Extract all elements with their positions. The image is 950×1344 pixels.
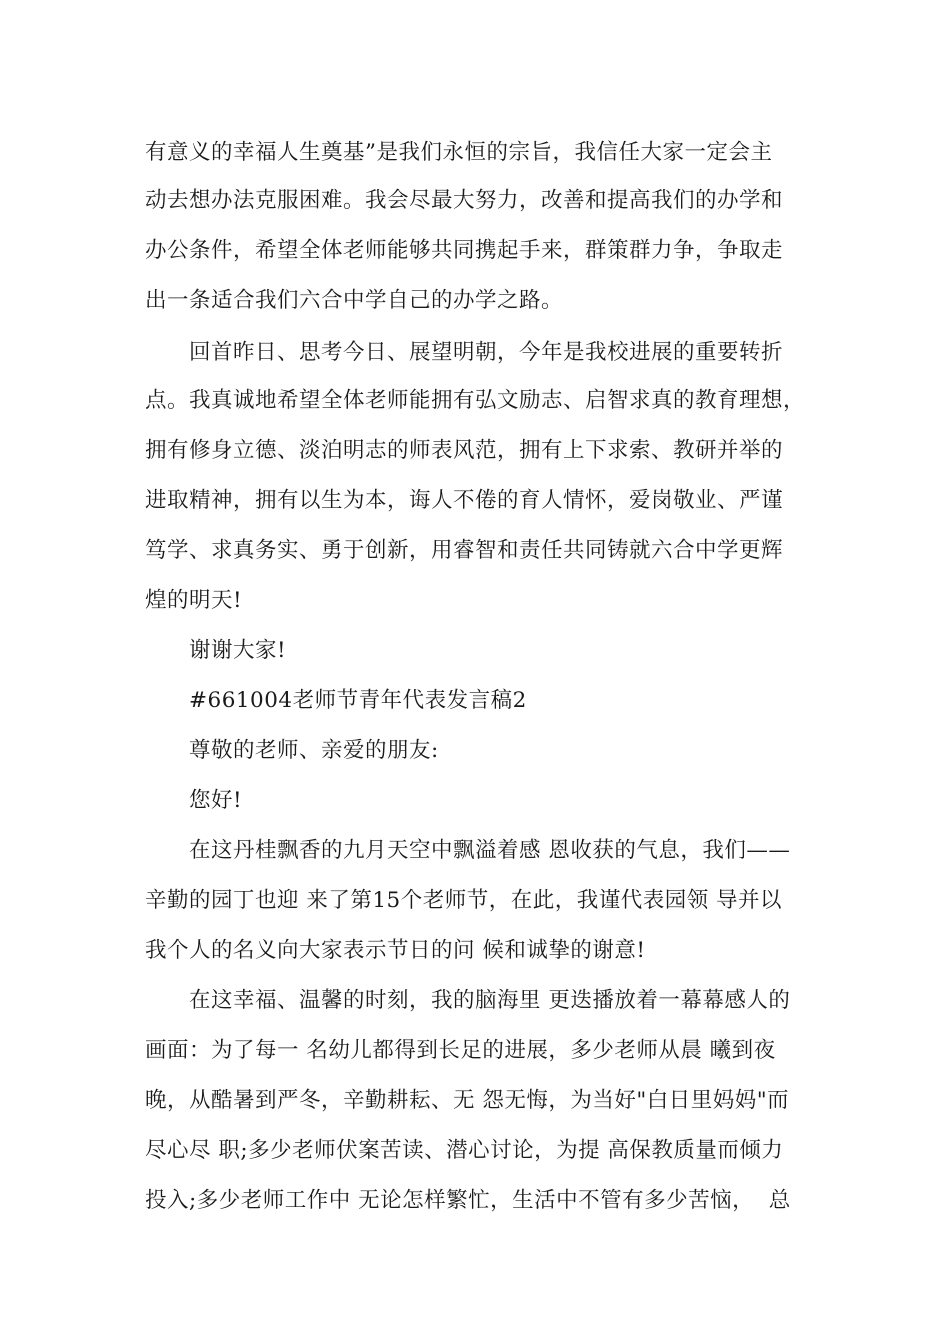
text-line: 出一条适合我们六合中学自己的办学之路。 <box>145 288 564 313</box>
text-line: 进取精神，拥有以生为本，诲人不倦的育人情怀，爱岗敬业、严谨 <box>145 488 784 513</box>
text-line: 办公条件，希望全体老师能够共同携起手来，群策群力争，争取走 <box>145 238 784 263</box>
text-line: 画面：为了每一 名幼儿都得到长足的进展，多少老师从晨 曦到夜 <box>145 1038 776 1063</box>
text-line: 尽心尽 职;多少老师伏案苦读、潜心讨论，为提 高保教质量而倾力 <box>145 1138 784 1163</box>
paragraph-first-line: 在这幸福、温馨的时刻，我的脑海里 更迭播放着一幕幕感人的 <box>189 988 791 1013</box>
text-line: 笃学、求真务实、勇于创新，用睿智和责任共同铸就六合中学更辉 <box>145 538 784 563</box>
text-line: 点。我真诚地希望全体老师能拥有弘文励志、启智求真的教育理想， <box>145 388 806 413</box>
text-line: 拥有修身立德、淡泊明志的师表风范，拥有上下求索、教研并举的 <box>145 438 784 463</box>
text-line: 有意义的幸福人生奠基”是我们永恒的宗旨，我信任大家一定会主 <box>145 140 773 165</box>
text-line: 我个人的名义向大家表示节日的问 候和诚挚的谢意! <box>145 938 646 963</box>
text-line: 煌的明天! <box>145 588 243 613</box>
paragraph-first-line: 回首昨日、思考今日、展望明朝，今年是我校进展的重要转折 <box>189 340 784 365</box>
text-line: 辛勤的园丁也迎 来了第15个老师节，在此，我谨代表园领 导并以 <box>145 888 783 913</box>
salutation: 尊敬的老师、亲爱的朋友: <box>189 738 439 763</box>
greeting: 您好! <box>189 788 243 813</box>
section-title: #661004老师节青年代表发言稿2 <box>189 688 527 713</box>
paragraph-first-line: 在这丹桂飘香的九月天空中飘溢着感 恩收获的气息，我们—— <box>189 838 791 863</box>
text-line: 投入;多少老师工作中 无论怎样繁忙，生活中不管有多少苦恼， 总 <box>145 1188 791 1213</box>
text-line: 动去想办法克服困难。我会尽最大努力，改善和提高我们的办学和 <box>145 188 784 213</box>
closing-thanks: 谢谢大家! <box>189 638 287 663</box>
text-line: 晚，从酷暑到严冬，辛勤耕耘、无 怨无悔，为当好"白日里妈妈"而 <box>145 1088 790 1113</box>
